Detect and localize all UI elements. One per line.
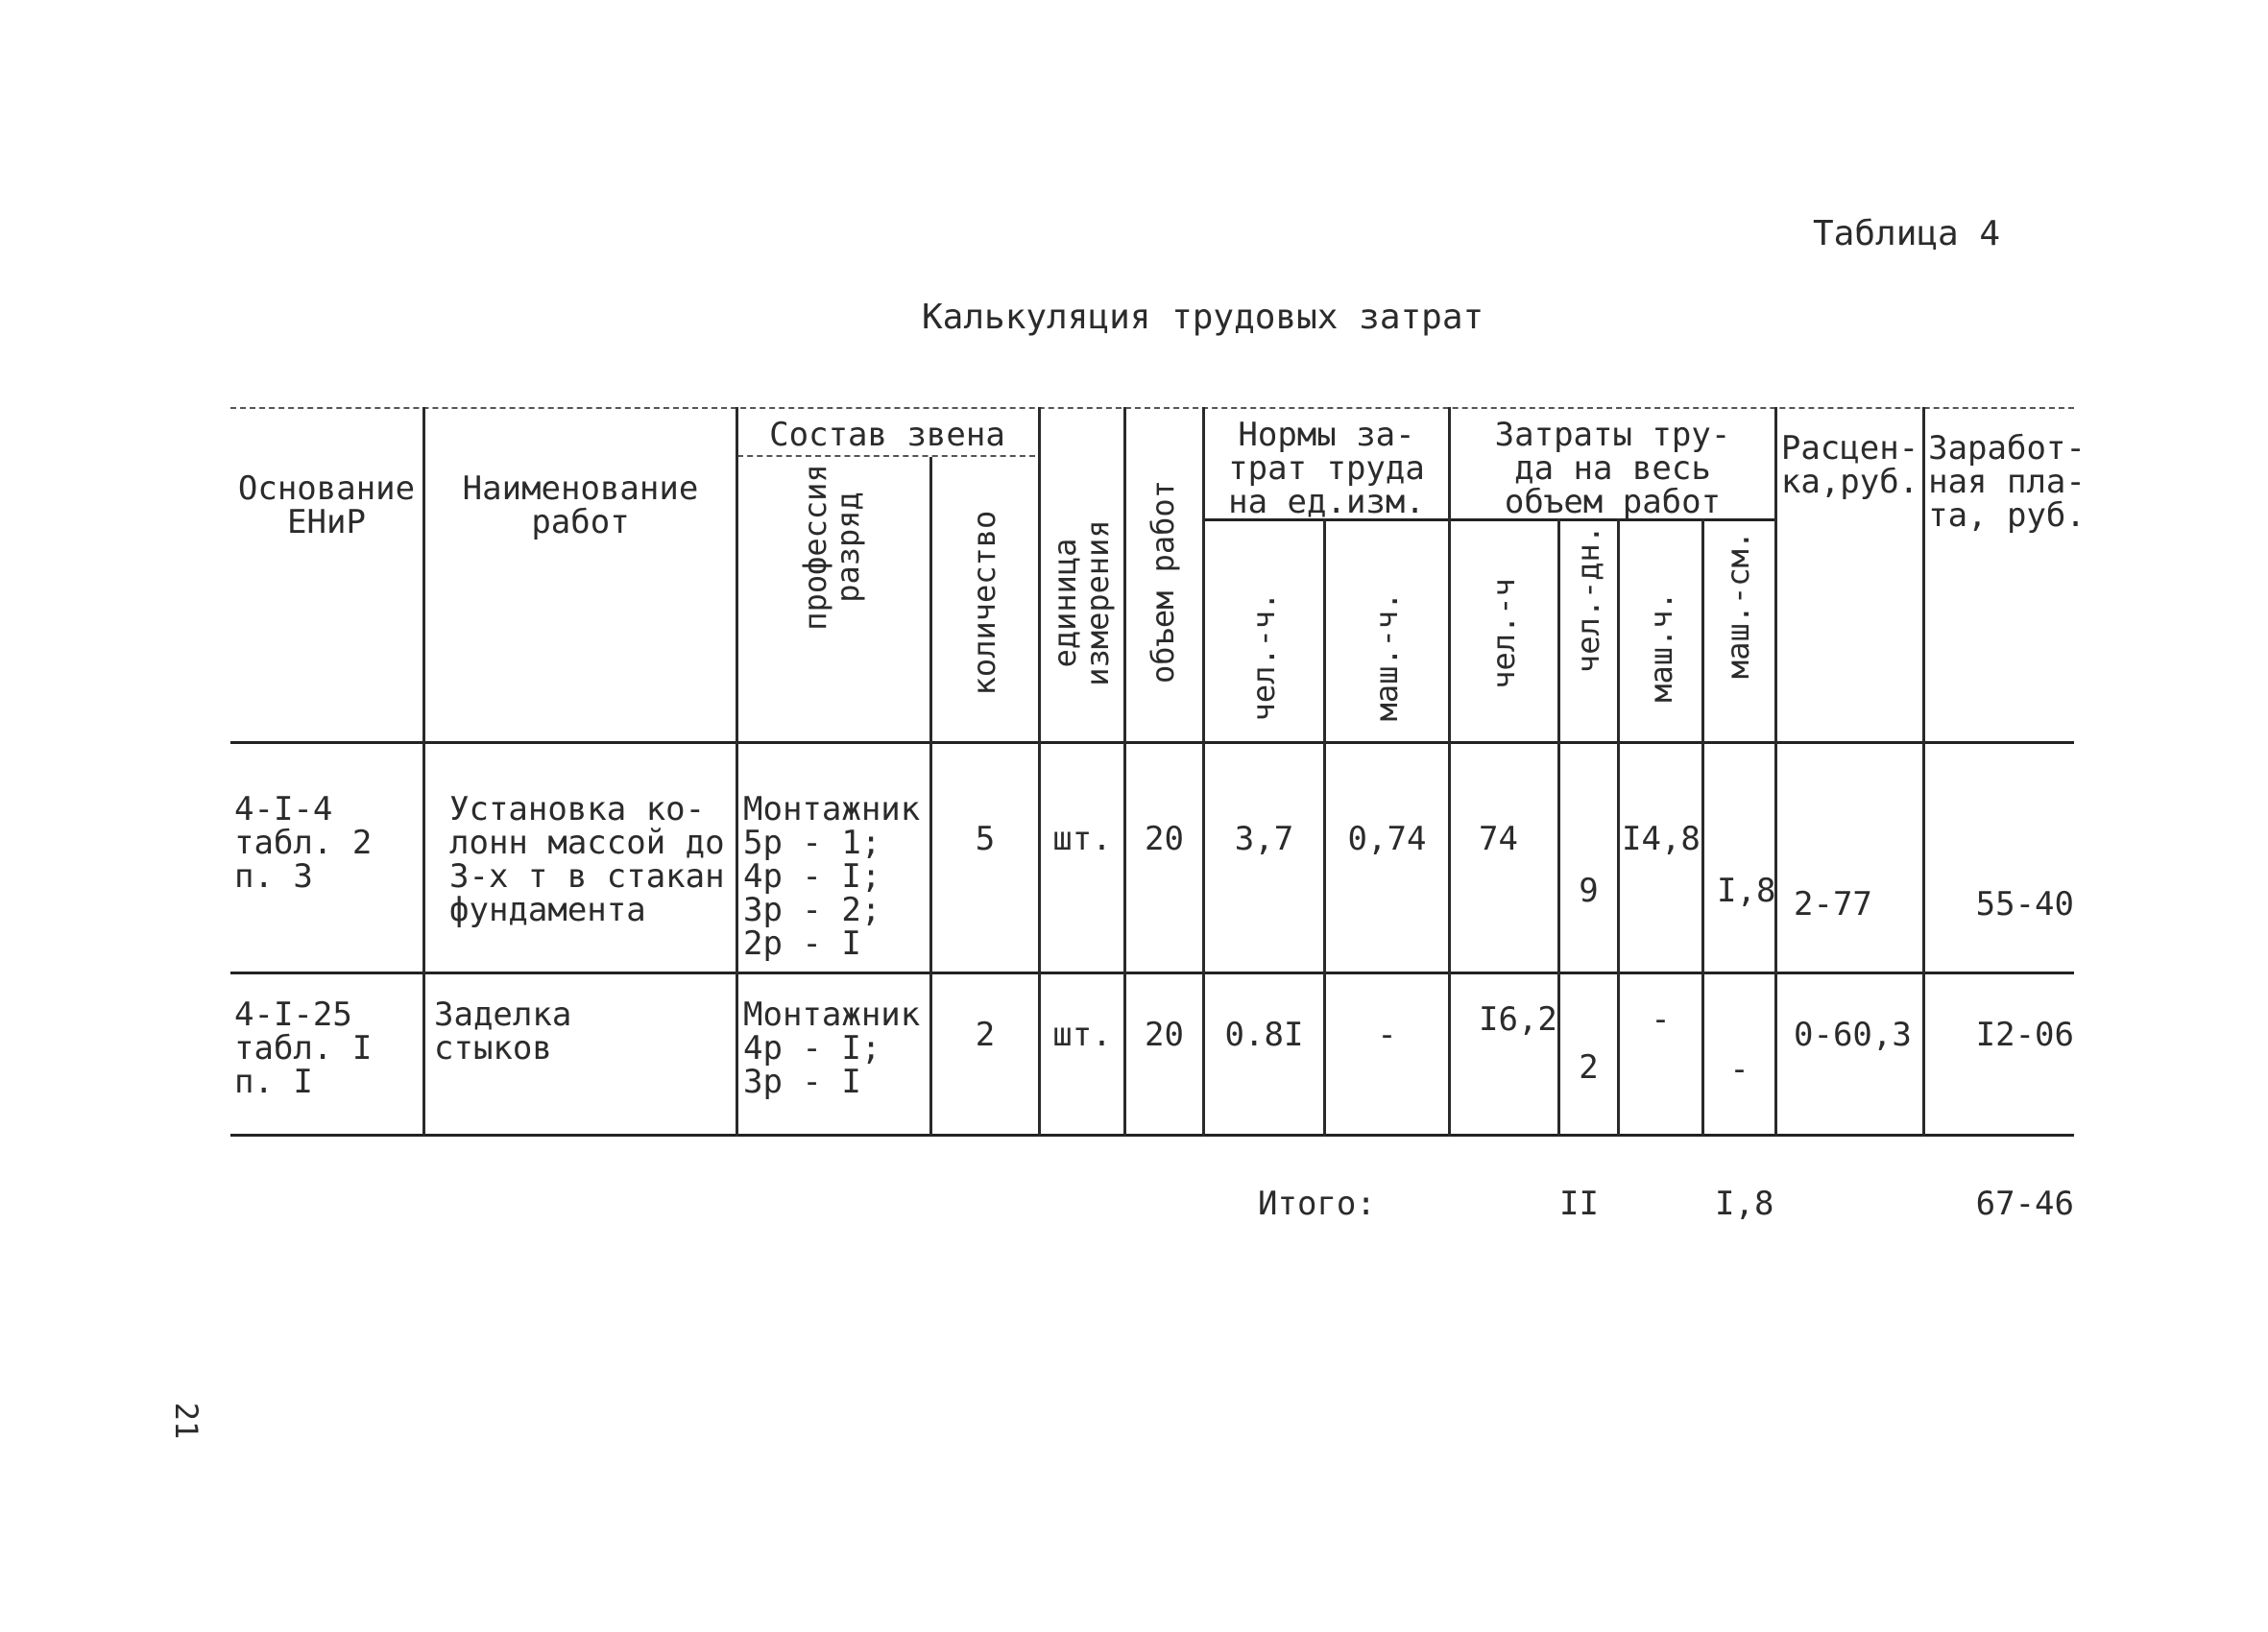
header-cost-machine-hours: маш.ч. [1643, 591, 1679, 703]
totals-machine-shifts: I,8 [1715, 1185, 1774, 1223]
row-profession: Монтажник 5р - 1; 4р - I; 3р - 2; 2р - I [743, 790, 921, 963]
row-work-name: Установка ко- лонн массой до 3-х т в стакан фундамента [449, 790, 725, 929]
table-bottom-border [230, 1134, 2074, 1137]
col-border [736, 407, 738, 1137]
header-cost-man-days: чел.-дн. [1570, 524, 1606, 674]
header-labor-costs: Затраты тру- да на весь объем работ [1494, 416, 1731, 521]
header-unit: единица измерения [1047, 519, 1116, 686]
row-basis: 4-I-4 табл. 2 п. 3 [234, 790, 373, 896]
totals-wage: 67-46 [1975, 1185, 2074, 1223]
row-quantity: 2 [975, 1016, 996, 1054]
row-norm-machine-hours: - [1377, 1016, 1397, 1054]
table-top-border [230, 407, 2074, 409]
header-norm-man-hours: чел.-ч. [1245, 591, 1282, 722]
row-cost-man-hours: 74 [1479, 820, 1518, 858]
row-divider [230, 972, 2074, 974]
row-cost-machine-shifts: I,8 [1717, 872, 1776, 910]
row-profession: Монтажник 4р - I; 3р - I [743, 996, 921, 1101]
header-rate: Расцен- ка,руб. [1780, 429, 1919, 501]
header-quantity: количество [966, 510, 1002, 696]
header-norm-machine-hours: маш.-ч. [1368, 591, 1405, 722]
row-volume: 20 [1145, 1016, 1184, 1054]
header-basis: Основание ЕНиР [237, 469, 416, 541]
row-norm-machine-hours: 0,74 [1347, 820, 1427, 858]
row-cost-machine-hours: I4,8 [1622, 820, 1701, 858]
row-norm-man-hours: 3,7 [1234, 820, 1294, 858]
crew-subheader-line [737, 455, 1035, 457]
col-border [1774, 407, 1777, 1137]
totals-label: Итого: [1258, 1185, 1376, 1223]
row-unit: шт. [1052, 1016, 1112, 1054]
page-number: 21 [168, 1402, 205, 1440]
totals-man-days: II [1559, 1185, 1599, 1223]
header-cost-man-hours: чел.-ч [1485, 578, 1522, 689]
header-norms: Нормы за- трат труда на ед.изм. [1228, 416, 1425, 521]
row-rate: 2-77 [1794, 885, 1872, 924]
col-border [1557, 518, 1560, 1137]
header-volume: объем работ [1145, 480, 1181, 684]
col-border [1617, 518, 1620, 1137]
row-unit: шт. [1052, 820, 1112, 858]
row-cost-machine-shifts: - [1729, 1050, 1749, 1089]
table-label: Таблица 4 [1813, 214, 2001, 253]
header-work-name: Наименование работ [462, 469, 699, 541]
row-cost-man-hours: I6,2 [1479, 1000, 1557, 1039]
row-cost-machine-hours: - [1651, 1000, 1671, 1039]
row-rate: 0-60,3 [1794, 1016, 1912, 1054]
row-basis: 4-I-25 табл. I п. I [234, 996, 373, 1101]
header-bottom-border [230, 741, 2074, 744]
col-border [1701, 518, 1704, 1137]
table-title: Калькуляция трудовых затрат [922, 298, 1484, 337]
row-wage: 55-40 [1975, 885, 2074, 924]
header-crew: Состав звена [769, 416, 1005, 454]
row-work-name: Заделка стыков [434, 996, 572, 1068]
row-wage: I2-06 [1975, 1016, 2074, 1054]
header-profession: профессия разряд [797, 464, 866, 631]
header-cost-machine-shifts: маш.-см. [1720, 530, 1756, 680]
header-wage: Заработ- ная пла- та, руб. [1928, 429, 2086, 535]
row-norm-man-hours: 0.8I [1224, 1016, 1304, 1054]
row-volume: 20 [1145, 820, 1184, 858]
row-quantity: 5 [975, 820, 996, 858]
row-cost-man-days: 9 [1579, 872, 1599, 910]
row-cost-man-days: 2 [1579, 1048, 1599, 1087]
